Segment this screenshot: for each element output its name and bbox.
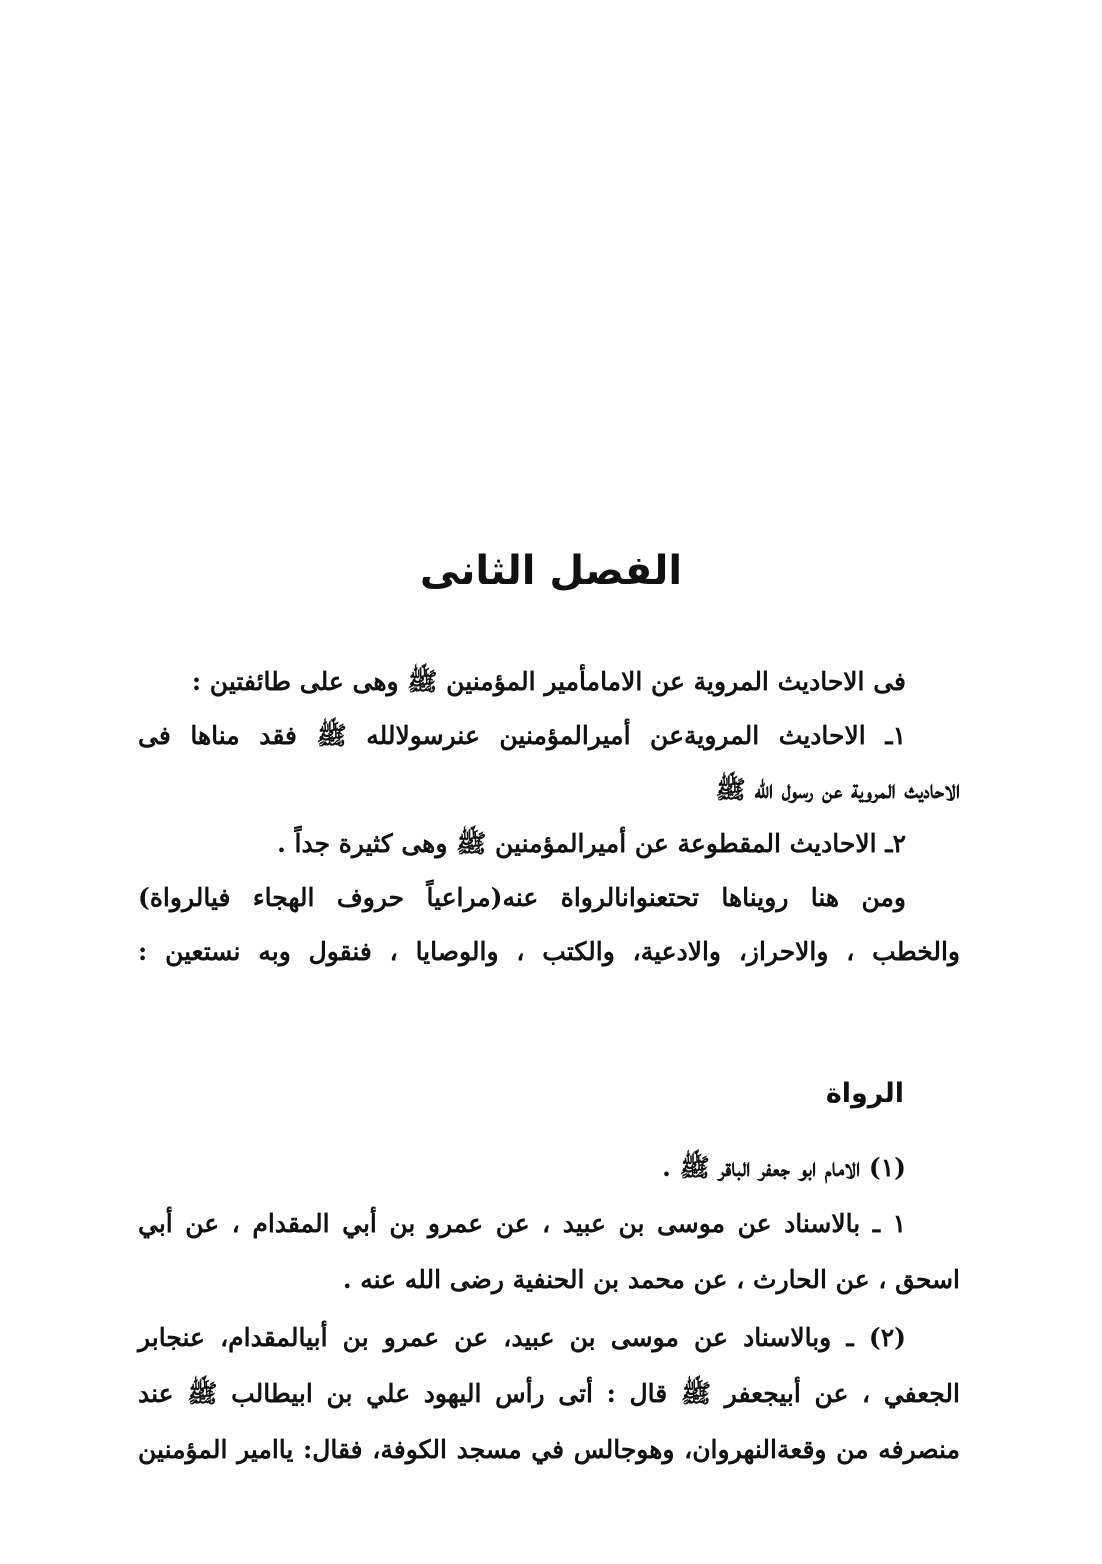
- narrator-line-2: ١ ـ بالاسناد عن موسى بن عبيد ، عن عمرو بن أبي المقدام ، عن أبي: [138, 1209, 906, 1238]
- narrator-line-4: (٢) ـ وبالاسناد عن موسى بن عبيد، عن عمرو بن أبيالمقدام، عنجابر: [138, 1323, 906, 1352]
- narrator-line-5: الجعفي ، عن أبيجعفر ﷺ قال : أتى رأس اليهود علي بن ابيطالب ﷺ عند: [138, 1379, 960, 1408]
- intro-line-1: فى الاحاديث المروية عن الامامأمير المؤمنين ﷺ وهى على طائفتين :: [191, 667, 906, 696]
- chapter-title: الفصل الثانى: [419, 548, 683, 594]
- intro-line-2: ١ـ الاحاديث المرويةعن أميرالمؤمنين عنرسولالله ﷺ فقد مناها فى: [138, 721, 906, 750]
- intro-line-4: ٢ـ الاحاديث المقطوعة عن أميرالمؤمنين ﷺ وهى كثيرة جداً .: [277, 829, 906, 858]
- intro-line-5: ومن هنا رويناها تحتعنوانالرواة عنه(مراعياً حروف الهجاء فيالرواة): [138, 883, 906, 912]
- narrator-line-3: اسحق ، عن الحارث ، عن محمد بن الحنفية رضى الله عنه .: [342, 1265, 960, 1294]
- narrator-line-1: (١) الامام ابو جعفر الباقر ﷺ .: [662, 1153, 906, 1182]
- intro-line-6: والخطب ، والاحراز، والادعية، والكتب ، والوصايا ، فنقول وبه نستعين :: [138, 937, 960, 966]
- narrator-line-6: منصرفه من وقعةالنهروان، وهوجالس في مسجد الكوفة، فقال: ياامير المؤمنين: [138, 1435, 960, 1464]
- intro-line-3: الاحاديث المروية عن رسول الله ﷺ: [715, 775, 960, 804]
- section-heading: الرواة: [825, 1078, 904, 1109]
